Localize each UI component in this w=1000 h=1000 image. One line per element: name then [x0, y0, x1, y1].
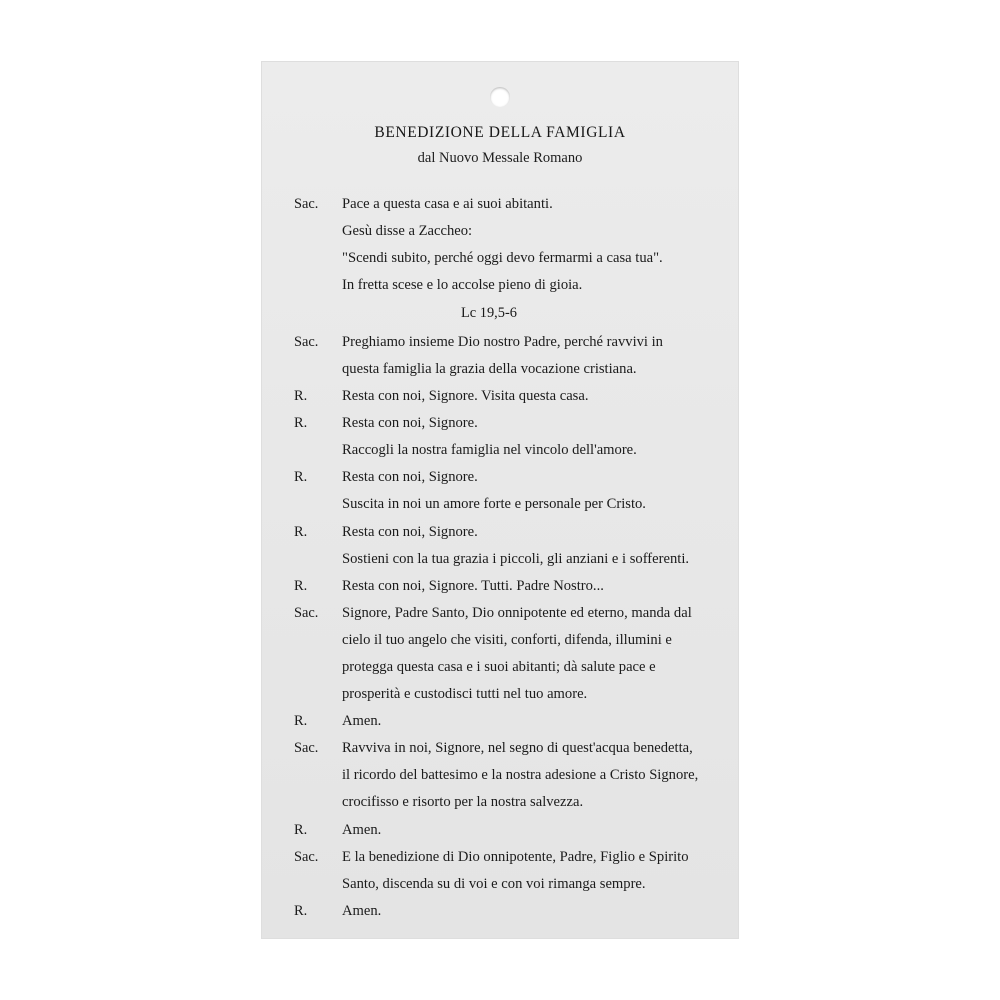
prayer-line: [294, 197, 714, 212]
prayer-line: [294, 278, 714, 293]
prayer-line: [294, 389, 714, 404]
punch-hole-icon: [490, 87, 510, 107]
prayer-line: [294, 497, 714, 512]
prayer-card: [262, 62, 738, 938]
prayer-line: [294, 579, 714, 594]
line-speaker: Sac.: [294, 333, 319, 350]
prayer-line: [294, 741, 714, 756]
line-speaker: Sac.: [294, 740, 319, 757]
prayer-line: [294, 470, 714, 485]
line-text: Pace a questa casa e ai suoi abitanti.: [342, 196, 553, 212]
prayer-line: [294, 633, 714, 648]
prayer-line: [294, 224, 714, 239]
line-speaker: R.: [294, 821, 308, 838]
prayer-line: [294, 687, 714, 702]
line-text: prosperità e custodisci tutti nel tuo amore.: [342, 686, 588, 703]
line-text: il ricordo del battesimo e la nostra adesione a Cristo Signore,: [342, 767, 699, 784]
line-text: questa famiglia la grazia della vocazione cristiana.: [342, 360, 637, 377]
line-text: protegga questa casa e i suoi abitanti; dà salute pace e: [342, 659, 656, 675]
line-speaker: R.: [294, 902, 308, 919]
prayer-line: [294, 795, 714, 810]
line-text: Signore, Padre Santo, Dio onnipotente ed eterno, manda dal: [342, 604, 692, 621]
line-text: cielo il tuo angelo che visiti, conforti, difenda, illumini e: [342, 631, 672, 648]
line-text: Gesù disse a Zaccheo:: [342, 223, 473, 240]
prayer-line: [294, 660, 714, 675]
line-text: In fretta scese e lo accolse pieno di gioia.: [342, 277, 583, 294]
page-title: BENEDIZIONE DELLA FAMIGLIA: [374, 124, 626, 141]
card-heading: [262, 124, 738, 167]
line-text: Resta con noi, Signore.: [342, 415, 478, 432]
line-text: Raccogli la nostra famiglia nel vincolo dell'amore.: [342, 442, 637, 459]
prayer-line: [294, 362, 714, 377]
line-text: Amen.: [342, 713, 382, 730]
prayer-line: [294, 335, 714, 350]
line-text: Resta con noi, Signore. Tutti. Padre Nostro...: [342, 577, 604, 594]
line-text: crocifisso e risorto per la nostra salvezza.: [342, 794, 584, 811]
prayer-line: [294, 823, 714, 838]
prayer-line: [294, 850, 714, 865]
line-text: "Scendi subito, perché oggi devo fermarmi a casa tua".: [342, 250, 663, 267]
page-subtitle: dal Nuovo Messale Romano: [417, 150, 583, 166]
scripture-reference: Lc 19,5-6: [461, 305, 517, 322]
line-text: Santo, discenda su di voi e con voi rimanga sempre.: [342, 875, 646, 892]
line-text: Ravviva in noi, Signore, nel segno di quest'acqua benedetta,: [342, 740, 693, 757]
prayer-body: [294, 197, 714, 931]
prayer-line: [294, 606, 714, 621]
line-text: Amen.: [342, 821, 382, 838]
line-text: Sostieni con la tua grazia i piccoli, gli anziani e i sofferenti.: [342, 550, 690, 567]
line-text: Resta con noi, Signore.: [342, 523, 478, 540]
line-text: Preghiamo insieme Dio nostro Padre, perché ravvivi in: [342, 333, 663, 350]
prayer-line: [294, 443, 714, 458]
prayer-line: [294, 714, 714, 729]
line-speaker: Sac.: [294, 604, 319, 621]
line-text: Resta con noi, Signore. Visita questa casa.: [342, 388, 589, 405]
line-speaker: R.: [294, 523, 308, 540]
prayer-line: [294, 904, 714, 919]
line-speaker: Sac.: [294, 848, 319, 865]
prayer-line: [294, 552, 714, 567]
line-speaker: R.: [294, 469, 308, 486]
line-text: Resta con noi, Signore.: [342, 469, 478, 486]
line-speaker: R.: [294, 415, 308, 432]
prayer-line: [294, 416, 714, 431]
prayer-line: [294, 525, 714, 540]
line-text: Suscita in noi un amore forte e personale per Cristo.: [342, 496, 646, 513]
line-speaker: R.: [294, 388, 308, 405]
line-speaker: Sac.: [294, 196, 319, 212]
prayer-line: [294, 251, 714, 266]
line-speaker: R.: [294, 577, 308, 594]
line-text: E la benedizione di Dio onnipotente, Padre, Figlio e Spirito: [342, 848, 689, 865]
prayer-line: [294, 768, 714, 783]
prayer-line: [294, 877, 714, 892]
line-speaker: R.: [294, 713, 308, 730]
line-text: Amen.: [342, 902, 382, 919]
